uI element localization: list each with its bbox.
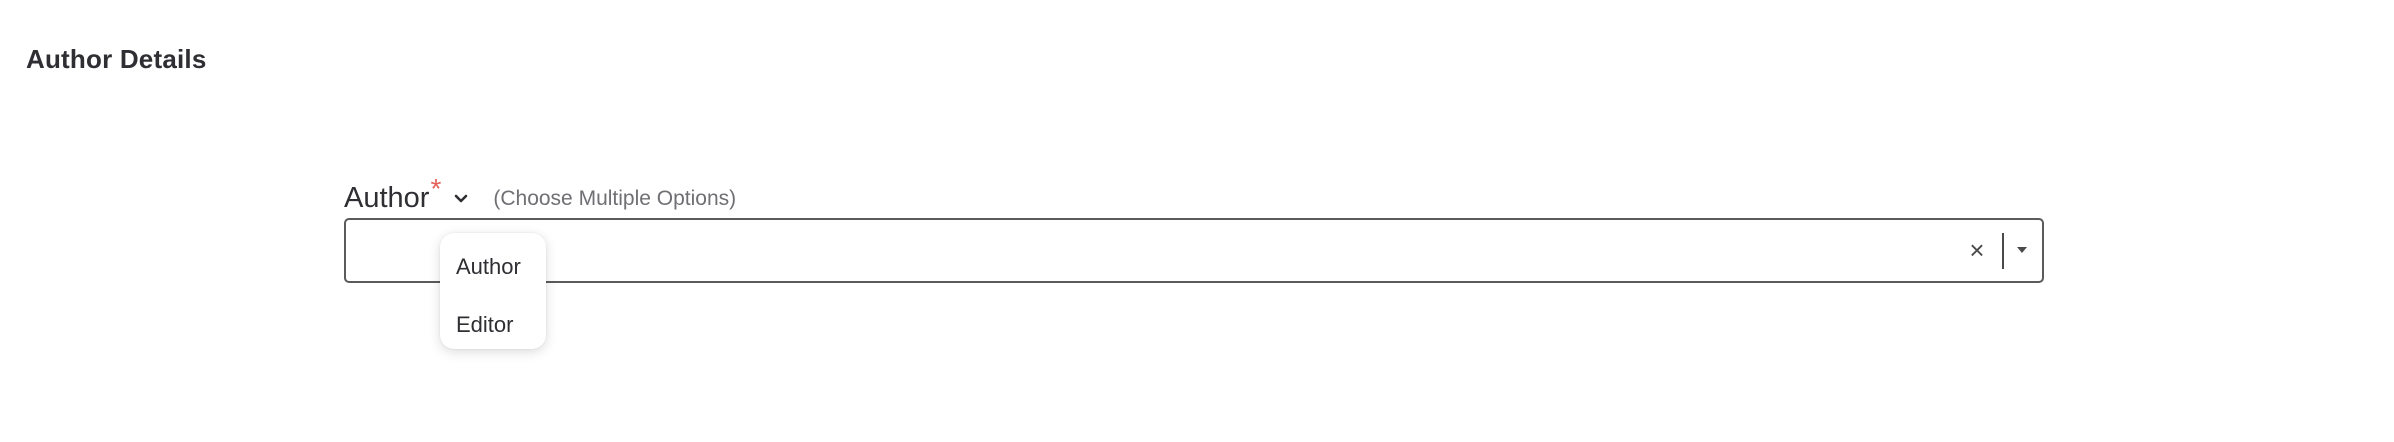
- author-field-label-row: [344, 173, 737, 218]
- field-hint: (Choose Multiple Options): [493, 187, 737, 210]
- close-icon[interactable]: ×: [1969, 235, 1985, 265]
- menu-option-author[interactable]: Author: [456, 254, 521, 279]
- author-select[interactable]: [344, 218, 2044, 283]
- options-menu: [440, 233, 546, 349]
- author-field-label: Author: [344, 181, 430, 214]
- menu-option-editor[interactable]: Editor: [456, 312, 514, 337]
- caret-down-icon[interactable]: [2010, 235, 2034, 265]
- chevron-down-icon[interactable]: [451, 189, 471, 209]
- indicator-separator: [2002, 233, 2004, 269]
- section-title: Author Details: [26, 44, 207, 74]
- required-asterisk: *: [430, 173, 442, 204]
- author-select-input[interactable]: [358, 230, 1912, 272]
